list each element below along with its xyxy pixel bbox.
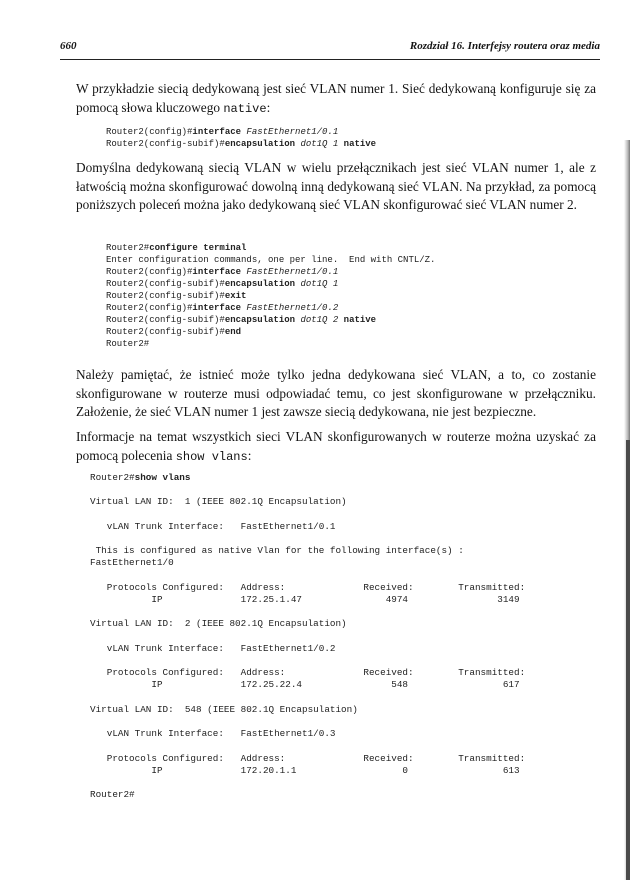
code-line: Router2# xyxy=(106,339,150,349)
code-line xyxy=(90,472,525,484)
code-argument: dot1Q 2 xyxy=(295,315,339,325)
code-line: Protocols Configured: Address: Received: Transmitted: xyxy=(90,752,526,764)
code-prompt: Router2(config)# xyxy=(106,303,193,313)
code-line xyxy=(106,314,435,326)
code-line: vLAN Trunk Interface: FastEthernet1/0.2 xyxy=(90,642,336,654)
code-line: This is configured as native Vlan for the following interface(s) : xyxy=(90,545,464,557)
code-block-native xyxy=(106,126,376,150)
code-command: interface xyxy=(192,303,242,313)
code-line xyxy=(90,692,525,704)
code-command: interface xyxy=(192,127,242,137)
code-line xyxy=(90,509,525,521)
code-line: Virtual LAN ID: 2 (IEEE 802.1Q Encapsulation) xyxy=(90,618,347,630)
code-prompt: Router2(config-subif)# xyxy=(106,279,225,289)
chapter-title: Rozdział 16. Interfejsy routera oraz media xyxy=(409,40,600,52)
code-argument: FastEthernet1/0.1 xyxy=(241,267,339,277)
code-line xyxy=(90,484,525,496)
code-line xyxy=(90,631,525,643)
code-prompt: Router2(config)# xyxy=(106,267,193,277)
code-argument: dot1Q 1 xyxy=(295,279,339,289)
code-line: Protocols Configured: Address: Received: Transmitted: xyxy=(90,667,526,679)
code-command: encapsulation xyxy=(224,139,296,149)
code-keyword: native xyxy=(343,315,377,325)
inline-keyword: show vlans xyxy=(175,449,248,464)
code-command: encapsulation xyxy=(224,315,296,325)
code-prompt: Router2(config-subif)# xyxy=(106,139,225,149)
code-command: interface xyxy=(192,267,242,277)
code-prompt: Router2(config-subif)# xyxy=(106,291,225,301)
code-argument: FastEthernet1/0.2 xyxy=(241,303,339,313)
inline-keyword: native xyxy=(223,101,267,116)
code-prompt: Router2(config-subif)# xyxy=(106,315,225,325)
code-line xyxy=(106,126,376,138)
code-line xyxy=(90,716,525,728)
code-prompt: Router2(config)# xyxy=(106,127,193,137)
code-argument: dot1Q 1 xyxy=(295,139,339,149)
code-line xyxy=(106,242,435,254)
header-rule xyxy=(60,59,600,60)
code-command: configure terminal xyxy=(149,243,247,253)
code-line: Router2# xyxy=(90,789,135,801)
paragraph-warning: Należy pamiętać, że istnieć może tylko jedna dedykowana sieć VLAN, a to, co zostanie skonfigurowane w routerze musi odpowiadać temu, co jest skonfigurowane w przełączniku. Założenie, że sieć VLAN numer 1 jest zawsze siecią dedykowana, nie jest bezpieczne. xyxy=(76,367,596,420)
code-keyword: native xyxy=(343,139,377,149)
code-command: encapsulation xyxy=(224,279,296,289)
code-line xyxy=(90,655,525,667)
code-command: show vlans xyxy=(134,472,191,483)
code-line xyxy=(106,326,435,338)
code-line: FastEthernet1/0 xyxy=(90,557,174,569)
code-line: IP 172.25.1.47 4974 3149 xyxy=(90,594,520,606)
code-line: IP 172.20.1.1 0 613 xyxy=(90,764,520,776)
paragraph-end: : xyxy=(247,447,252,463)
paragraph-native-vlan xyxy=(76,80,596,118)
code-line xyxy=(90,777,525,789)
scan-edge-dark xyxy=(626,440,630,880)
code-prompt: Router2# xyxy=(106,243,150,253)
paragraph-end: : xyxy=(266,99,271,115)
code-block-configure xyxy=(106,242,435,350)
code-line: IP 172.25.22.4 548 617 xyxy=(90,679,520,691)
code-line xyxy=(106,290,435,302)
code-block-show-vlans xyxy=(90,472,525,801)
code-line: Protocols Configured: Address: Received: Transmitted: xyxy=(90,581,526,593)
code-line xyxy=(90,570,525,582)
page-header xyxy=(60,40,600,58)
code-command: end xyxy=(224,327,242,337)
code-line: vLAN Trunk Interface: FastEthernet1/0.1 xyxy=(90,520,336,532)
code-prompt: Router2# xyxy=(90,472,135,483)
code-line xyxy=(90,606,525,618)
code-line: Enter configuration commands, one per line. End with CNTL/Z. xyxy=(106,255,436,265)
code-line: Virtual LAN ID: 548 (IEEE 802.1Q Encapsulation) xyxy=(90,703,358,715)
code-line: vLAN Trunk Interface: FastEthernet1/0.3 xyxy=(90,728,336,740)
code-line: Virtual LAN ID: 1 (IEEE 802.1Q Encapsulation) xyxy=(90,496,347,508)
code-line xyxy=(90,533,525,545)
code-line xyxy=(106,302,435,314)
code-argument: FastEthernet1/0.1 xyxy=(241,127,339,137)
code-command: exit xyxy=(224,291,247,301)
code-line xyxy=(106,266,435,278)
code-prompt: Router2(config-subif)# xyxy=(106,327,225,337)
code-line xyxy=(106,138,376,150)
page-number: 660 xyxy=(60,40,77,52)
paragraph-text: Informacje na temat wszystkich sieci VLAN skonfigurowanych w routerze można uzyskać za pomocą polecenia xyxy=(76,429,596,463)
paragraph-default-vlan: Domyślna dedykowaną siecią VLAN w wielu przełącznikach jest sieć VLAN numer 1, ale z łatwością można skonfigurować dowolną inną dedykowaną sieć VLAN. Na przykład, za pomocą poniższych poleceń można jako dedykowaną sieć VLAN skonfigurować sieć VLAN numer 2. xyxy=(76,160,596,213)
paragraph-text: W przykładzie siecią dedykowaną jest sieć VLAN numer 1. Sieć dedykowaną konfiguruje się za pomocą słowa kluczowego xyxy=(76,81,596,115)
code-line xyxy=(106,278,435,290)
code-line xyxy=(90,740,525,752)
paragraph-show-vlans xyxy=(76,428,596,466)
